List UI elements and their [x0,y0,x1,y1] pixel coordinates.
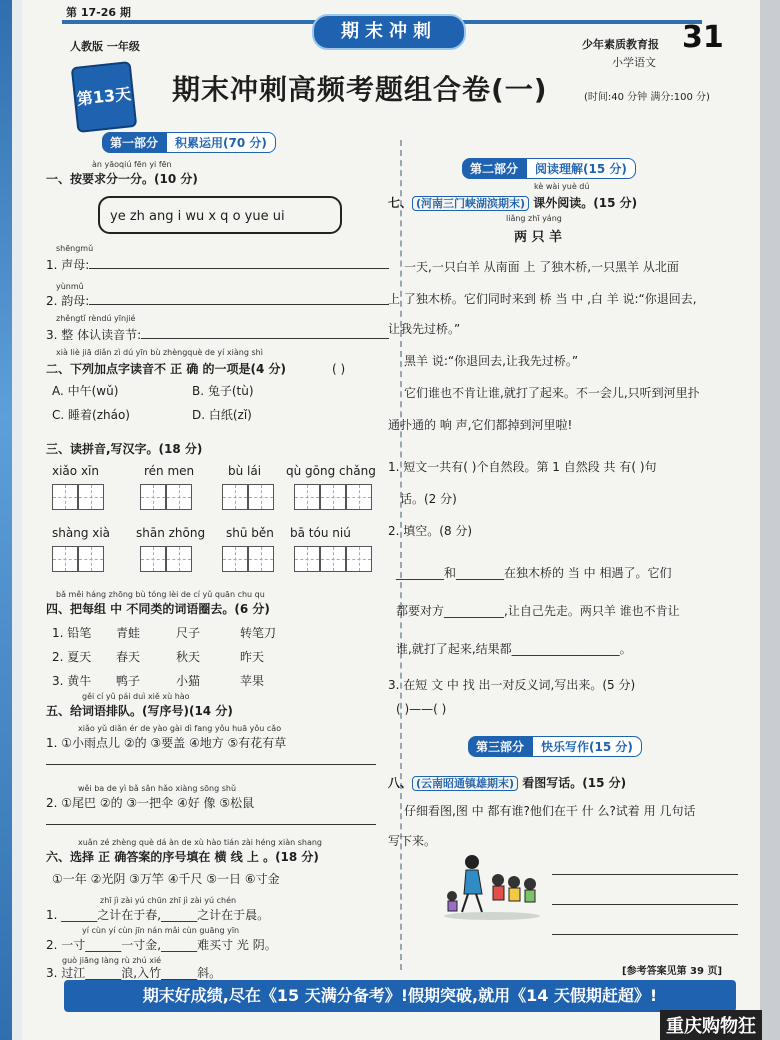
q7-k1b: 话。(2 分) [400,492,457,506]
q6-l1[interactable]: 1. ______之计在于春,______之计在于晨。 [46,908,270,922]
part2-name: 阅读理解(15 分) [526,158,636,179]
q1-item3-answer-line[interactable] [141,338,389,339]
q3-r1-py1: xiǎo xīn [52,464,99,478]
q3-r1-grid1[interactable] [52,484,104,510]
q3-r1-grid4[interactable] [294,484,372,510]
q4-r1-c1[interactable]: 1. 铅笔 [52,626,92,640]
q5-s2-pinyin: wěi ba de yì bǎ sǎn hǎo xiàng sōng shǔ [78,784,237,793]
q4-r3-c1[interactable]: 3. 黄牛 [52,674,92,688]
q7-p3b: 通扑通的 响 声,它们都掉到河里啦! [388,418,573,432]
q3-r1-py3: bù lái [228,464,262,478]
q7-passage-title-pinyin: liǎng zhī yáng [506,214,562,223]
q7-p3: 它们谁也不肯让谁,就打了起来。不一会儿,只听到河里扑 [404,386,700,400]
q7-p2: 黑羊 说:“你退回去,让我先过桥。” [404,354,579,368]
worksheet-page [22,0,760,1040]
children-running-illustration [442,850,542,920]
q4-r1-c3[interactable]: 尺子 [176,626,201,640]
q8-writing-line-1[interactable] [552,874,738,875]
q8-writing-line-3[interactable] [552,934,738,935]
q5-s1: 1. ①小雨点儿 ②的 ③要盖 ④地方 ⑤有花有草 [46,736,287,750]
part2-tag: 第二部分 [462,158,526,179]
watermark: 重庆购物狂 [660,1010,762,1040]
section-part2 [462,158,636,179]
q5-s1-answer-line[interactable] [46,764,376,765]
q7-k2b[interactable]: ________和________在独木桥的 当 中 相遇了。它们 [396,566,672,580]
q1-item1 [46,256,389,273]
q6-l3-pinyin: guò jiāng làng rù zhú xié [62,956,162,965]
q6-l1-pinyin: zhī jì zài yú chūn zhī jì zài yú chén [100,896,237,905]
q7-p1: 一天,一只白羊 从南面 上 了独木桥,一只黑羊 从北面 [404,260,679,274]
q6-pinyin: xuǎn zé zhèng què dá àn de xù hào tián zài héng xiàn shang [78,838,323,847]
q5-s1-pinyin: xiǎo yǔ diǎn ér de yào gài dì fang yǒu huā yǒu cǎo [78,724,282,733]
q6-l2-pinyin: yí cùn yí cùn jīn nán mǎi cùn guāng yīn [82,926,240,935]
q1-item2 [46,292,389,309]
q1-item1-pinyin: shēngmǔ [56,244,94,253]
binding-blue [0,0,12,1040]
banner-title: 期末冲刺 [312,14,466,50]
q7-k2d[interactable]: 谁,就打了起来,结果都__________________。 [396,642,632,656]
q1-item2-pinyin: yùnmǔ [56,282,84,291]
binding-edge [0,0,22,1040]
q1-title: 一、按要求分一分。(10 分) [46,172,198,186]
q4-r1-c4[interactable]: 转笔刀 [240,626,277,640]
q3-r2-py4: bā tóu niú [290,526,351,540]
q7-number: 七、 [388,196,413,210]
q4-r3-c2[interactable]: 鸭子 [116,674,141,688]
page-number: 31 [682,20,724,55]
pinyin-box: ye zh ang i wu x q o yue ui [98,196,342,234]
q3-title: 三、读拼音,写汉字。(18 分) [46,442,203,456]
q7-k2: 2. 填空。(8 分) [388,524,473,538]
q7-k3b[interactable]: ( )——( ) [396,702,447,716]
section-part3 [468,736,642,757]
part3-tag: 第三部分 [468,736,532,757]
q2-title: 二、下列加点字读音不 正 确 的一项是(4 分) [46,362,287,376]
q8-label: 看图写话。(15 分) [522,776,627,790]
q6-options: ①一年 ②光阴 ③万竿 ④千尺 ⑤一日 ⑥寸金 [52,872,280,886]
part3-name: 快乐写作(15 分) [532,736,642,757]
q1-pinyin: àn yāoqiú fēn yi fēn [92,160,172,169]
q4-r1-c2[interactable]: 青蛙 [116,626,141,640]
q1-item3 [46,326,389,343]
day-badge: 第13天 [71,61,138,133]
q3-r2-py3: shū běn [226,526,274,540]
q4-title: 四、把每组 中 不同类的词语圈去。(6 分) [46,602,270,616]
q7-region-tag: (河南三门峡湖滨期末) [412,196,529,211]
q7-title [388,194,637,211]
q1-item1-label: 1. 声母: [46,258,90,272]
q6-l3[interactable]: 3. 过江______浪,入竹______斜。 [46,966,222,980]
q7-k3: 3. 在短 文 中 找 出一对反义词,写出来。(5 分) [388,678,636,692]
q8-number: 八、 [388,776,413,790]
answer-reference: [参考答案见第 39 页] [622,966,723,977]
q3-r1-py2: rén men [144,464,195,478]
q5-s2: 2. ①尾巴 ②的 ③一把伞 ④好 像 ⑤松鼠 [46,796,255,810]
q4-r2-c4[interactable]: 昨天 [240,650,265,664]
q5-s2-answer-line[interactable] [46,824,376,825]
q3-r2-grid2[interactable] [140,546,192,572]
issue-number: 第 17-26 期 [66,6,131,19]
q6-title: 六、选择 正 确答案的序号填在 横 线 上 。(18 分) [46,850,319,864]
q2-option-c: C. 睡着(zháo) [52,408,130,422]
q2-answer-paren[interactable]: ( ) [332,362,346,376]
q3-r2-grid3[interactable] [222,546,274,572]
q7-label-pinyin: kè wài yuè dú [534,182,590,191]
q7-label: 课外阅读。(15 分) [533,196,638,210]
q2-pinyin: xià liè jiā diǎn zì dú yīn bù zhèngquè de yí xiàng shì [56,348,263,357]
q1-item2-label: 2. 韵母: [46,294,90,308]
q4-r2-c3[interactable]: 秋天 [176,650,201,664]
q6-l2[interactable]: 2. 一寸______一寸金,______难买寸 光 阴。 [46,938,277,952]
time-info: (时间:40 分钟 满分:100 分) [584,92,710,103]
q1-item1-answer-line[interactable] [89,268,389,269]
section-part1 [102,132,276,153]
part1-name: 积累运用(70 分) [166,132,276,153]
q2-option-a: A. 中午(wǔ) [52,384,119,398]
q5-pinyin: gěi cí yǔ pái duì xiě xù hào [82,692,190,701]
q3-r1-grid2[interactable] [140,484,192,510]
q2-option-d: D. 白纸(zǐ) [192,408,252,422]
footer-banner: 期末好成绩,尽在《15 天满分备考》!假期突破,就用《14 天假期赶超》! [64,980,736,1012]
q4-r3-c3[interactable]: 小猫 [176,674,201,688]
q4-r2-c1[interactable]: 2. 夏天 [52,650,92,664]
newspaper-name: 少年素质教育报 [582,38,659,51]
q3-r1-grid3[interactable] [222,484,274,510]
q7-k1[interactable]: 1. 短文一共有( )个自然段。第 1 自然段 共 有( )句 [388,460,657,474]
q1-item3-pinyin: zhěngtǐ rèndú yīnjié [56,314,136,323]
q8-l1: 仔细看图,图 中 都有谁?他们在干 什 么?试着 用 几句话 [404,804,696,818]
q7-p1b: 上 了独木桥。它们同时来到 桥 当 中 ,白 羊 说:“你退回去, [388,292,697,306]
q8-l2: 写下来。 [388,834,437,848]
subject-label: 小学语文 [612,56,656,69]
q4-r3-c4[interactable]: 苹果 [240,674,265,688]
q3-r2-py2: shān zhōng [136,526,206,540]
q7-k2c[interactable]: 都要对方__________,让自己先走。两只羊 谁也不肯让 [396,604,680,618]
q1-item2-answer-line[interactable] [89,304,389,305]
q8-writing-line-2[interactable] [552,904,738,905]
q3-r2-grid4[interactable] [294,546,372,572]
page-title: 期末冲刺高频考题组合卷(一) [172,73,548,106]
q5-title: 五、给词语排队。(写序号)(14 分) [46,704,233,718]
q8-region-tag: (云南昭通镇雄期末) [412,776,518,791]
edition-label: 人教版 一年级 [70,40,140,53]
q4-pinyin: bǎ měi háng zhōng bù tóng lèi de cí yǔ quān chu qu [56,590,265,599]
q3-r1-py4: qù gōng chǎng [286,464,376,478]
q2-option-b: B. 兔子(tù) [192,384,254,398]
part1-tag: 第一部分 [102,132,166,153]
q3-r2-grid1[interactable] [52,546,104,572]
q3-r2-py1: shàng xià [52,526,111,540]
q1-item3-label: 3. 整 体认读音节: [46,328,142,342]
q7-passage-title: 两 只 羊 [514,230,563,245]
q7-p1c: 让我先过桥。” [388,322,461,336]
q8-title [388,774,626,791]
q4-r2-c2[interactable]: 春天 [116,650,141,664]
